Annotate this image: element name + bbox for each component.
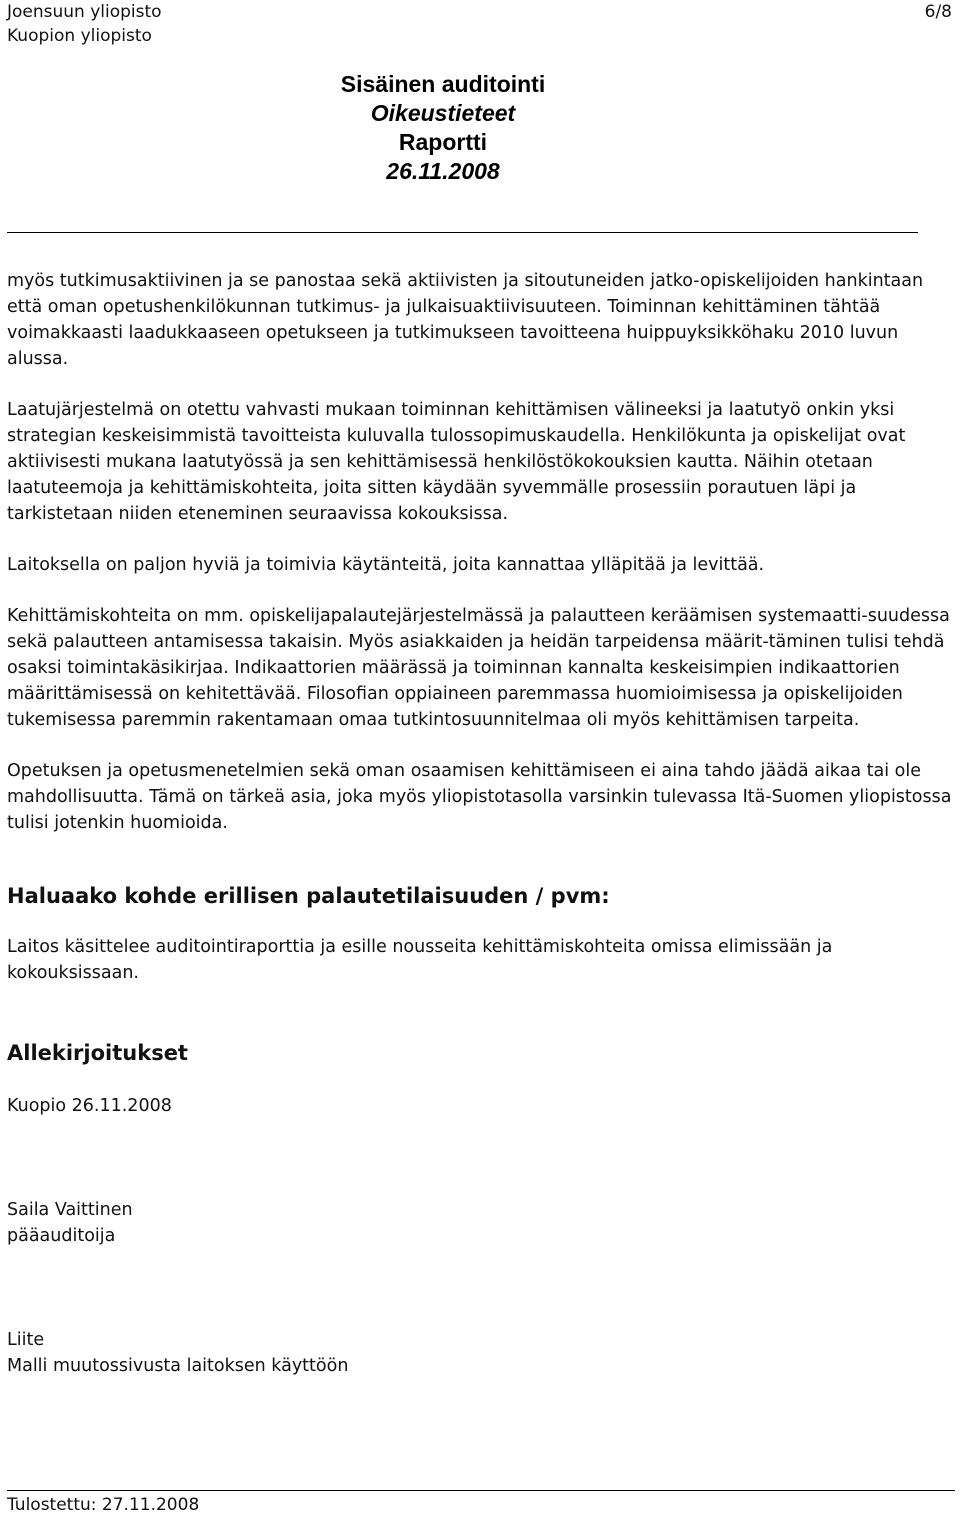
paragraph: Kehittämiskohteita on mm. opiskelijapalautejärjestelmässä ja palautteen keräämisen systemaatti-suudessa sekä palautteen antamisessa takaisin. Myös asiakkaiden ja heidän tarpeidensa määrit-täminen tulisi tehdä osaksi toimintakäsikirjaa. Indikaattorien määrässä ja toiminnan kannalta keskeisimpien indikaattorien määrittämisessä on kehitettävää. Filosofian oppiaineen paremmassa huomioimisessa ja opiskelijoiden tukemisessa paremmin rakentamaan omaa tutkintosuunnitelmaa oli myös kehittämisen tarpeita. (7, 606, 950, 730)
signature-place-date: Kuopio 26.11.2008 (7, 1096, 172, 1116)
document-body (7, 268, 953, 1379)
page-number: 6/8 (924, 2, 952, 22)
title-line-subject: Oikeustieteet (370, 100, 516, 126)
title-line-report: Raportti (398, 129, 488, 155)
paragraph: Laatujärjestelmä on otettu vahvasti mukaan toiminnan kehittämisen välineeksi ja laatutyö onkin yksi strategian keskeisimmistä tavoitteista kuluvalla tulossopimuskaudella. Henkilökunta ja opiskelijat ovat aktiivisesti mukana laatutyössä ja sen kehittämisessä henkilöstökokouksien kautta. Näihin otetaan laatuteemoja ja kehittämiskohteita, joita sitten käydään syvemmälle prosessiin porautuen läpi ja tarkistetaan niiden eteneminen seuraavissa kokouksissa. (7, 400, 906, 524)
header-divider (7, 232, 918, 233)
attachment-label: Liite (7, 1330, 45, 1350)
attachment-text: Malli muutossivusta laitoksen käyttöön (7, 1356, 349, 1376)
org-name-joensuu: Joensuun yliopisto (7, 2, 162, 22)
feedback-text: Laitos käsittelee auditointiraporttia ja esille nousseita kehittämiskohteita omissa elimissään ja kokouksissaan. (7, 937, 833, 983)
title-line-audit: Sisäinen auditointi (340, 71, 546, 97)
feedback-heading: Haluaako kohde erillisen palautetilaisuuden / pvm: (7, 884, 610, 908)
document-header-org (7, 0, 162, 48)
paragraph: Laitoksella on paljon hyviä ja toimivia käytänteitä, joita kannattaa ylläpitää ja levittää. (7, 555, 765, 575)
paragraph: myös tutkimusaktiivinen ja se panostaa sekä aktiivisten ja sitoutuneiden jatko-opiskelijoiden hankintaan että oman opetushenkilökunnan tutkimus- ja julkaisuaktiivisuuteen. Toiminnan kehittäminen tähtää voimakkaasti laadukkaaseen opetukseen ja tutkimukseen tavoitteena huippuyksikköhaku 2010 luvun alussa. (7, 271, 924, 369)
paragraph: Opetuksen ja opetusmenetelmien sekä oman osaamisen kehittämiseen ei aina tahdo jäädä aikaa tai ole mahdollisuutta. Tämä on tärkeä asia, joka myös yliopistotasolla varsinkin tulevassa Itä-Suomen yliopistossa tulisi jotenkin huomioida. (7, 761, 952, 833)
document-title (0, 70, 886, 186)
org-name-kuopio: Kuopion yliopisto (7, 26, 152, 46)
print-date: Tulostettu: 27.11.2008 (7, 1495, 200, 1515)
signer-role: pääauditoija (7, 1226, 116, 1246)
footer-divider (7, 1490, 955, 1491)
signatures-heading: Allekirjoitukset (7, 1041, 188, 1065)
title-line-date: 26.11.2008 (386, 158, 500, 184)
signer-name: Saila Vaittinen (7, 1200, 133, 1220)
